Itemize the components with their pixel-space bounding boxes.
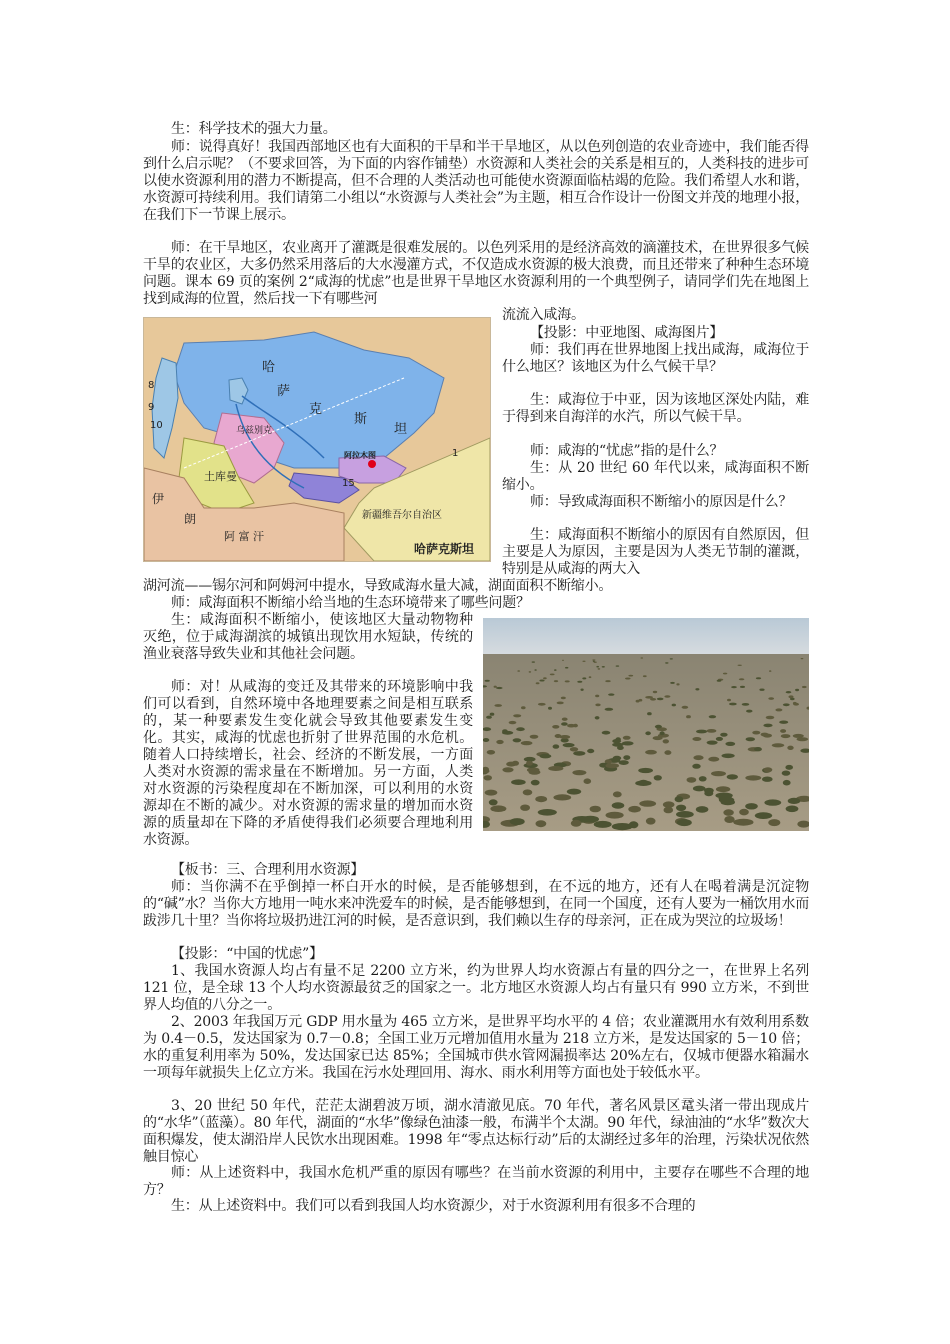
desert-shrub <box>739 678 745 680</box>
desert-shrub <box>548 766 563 771</box>
desert-shrub <box>602 666 605 668</box>
map-label-turkmenistan: 土库曼 <box>204 470 237 483</box>
desert-shrub <box>775 708 782 711</box>
desert-shrub <box>755 812 772 819</box>
desert-shrub <box>682 706 689 709</box>
desert-shrub <box>485 790 498 796</box>
desert-shrub <box>593 661 595 662</box>
desert-shrub <box>797 737 809 741</box>
desert-shrub <box>704 790 713 796</box>
desert-shrub <box>653 736 663 740</box>
paragraph-fact-1: 1、我国水资源人均占有量不足 2200 立方米，约为世界人均水资源占有量的四分之一，在世界上名列 121 位，是全球 13 个人均水资源最贫乏的国家之一。北方地区水资源人均占有量只有 990 立方米，不到世界人均值的八分之一。 <box>143 963 809 1013</box>
desert-shrub <box>676 811 694 818</box>
desert-shrub <box>629 821 639 828</box>
desert-shrub <box>793 703 799 706</box>
desert-shrub <box>639 800 656 806</box>
paragraph-fact-3: 3、20 世纪 50 年代，茫茫太湖碧波万顷，湖水清澈见底。70 年代，著名风景区鼋头渚一带出现成片的“水华”（蓝藻）。80 年代，湖面的“水华”像绿色油漆一般，布满半个太湖。90 年代，绿油油的“水华”数次大面积爆发，使太湖沿岸人民饮水出现困难。1998 年“零点达标行动”后的太湖经过多年的治理，污染状况依然触目惊心 <box>143 1098 809 1165</box>
desert-shrub <box>520 805 530 811</box>
desert-shrub <box>602 731 611 735</box>
central-asia-map <box>143 317 491 562</box>
desert-shrub <box>605 708 614 711</box>
desert-shrub <box>536 682 540 684</box>
desert-shrub <box>762 777 773 782</box>
desert-shrub <box>490 805 506 812</box>
desert-shrub <box>779 721 788 724</box>
desert-shrub <box>538 703 546 706</box>
desert-shrub <box>657 698 664 701</box>
desert-shrub <box>655 725 662 729</box>
desert-shrub <box>598 668 601 670</box>
desert-shrub <box>738 665 742 666</box>
desert-photo-svg <box>483 618 809 831</box>
desert-shrub <box>670 658 673 659</box>
desert-shrub <box>565 680 570 682</box>
desert-shrub <box>676 805 686 811</box>
desert-shrub <box>619 760 629 765</box>
desert-shrub <box>692 764 700 769</box>
desert-shrub <box>552 725 559 729</box>
desert-shrub <box>676 683 679 685</box>
desert-shrub <box>535 796 547 802</box>
paragraph-student-aral-location: 生：咸海位于中亚，因为该地区深处内陆，难于得到来自海洋的水汽，所以气候干旱。 <box>502 392 809 425</box>
desert-shrub <box>723 673 727 675</box>
desert-shrub <box>613 791 622 797</box>
map-label-uzbekistan: 乌兹别克 <box>236 426 273 436</box>
desert-shrub <box>606 812 624 819</box>
desert-shrub <box>653 691 657 693</box>
desert-shrub <box>647 712 652 715</box>
desert-shrub <box>502 767 513 772</box>
desert-shrub <box>567 789 581 795</box>
desert-shrub <box>768 819 780 826</box>
map-label-10: 10 <box>150 420 163 431</box>
desert-shrub <box>687 777 697 783</box>
desert-shrub <box>756 677 761 679</box>
desert-shrub <box>663 739 669 743</box>
desert-shrub <box>590 806 601 813</box>
desert-shrub <box>616 665 620 666</box>
desert-shrub <box>594 821 612 828</box>
paragraph-student-shrinking: 生：从 20 世纪 60 年代以来，咸海面积不断缩小。 <box>502 460 809 493</box>
desert-shrub <box>723 809 733 816</box>
desert-shrub <box>783 780 791 786</box>
desert-shrub <box>538 809 557 816</box>
desert-shrub <box>625 678 631 680</box>
paragraph-teacher-water-crisis: 师：对！从咸海的变迁及其带来的环境影响中我们可以看到，自然环境中各地理要素之间是相互联系的，某一种要素发生变化就会导致其他要素发生变化。其实，咸海的忧虑也折射了世界范围的水危机。随着人口持续增长，社会、经济的不断发展，一方面人类对水资源的需求量在不断增加。另一方面，人类对水资源的污染程度却在不断加深，可以利用的水资源却在不断的减少。对水资源的需求量的增加而水资源的质量却在下降的矛盾使得我们必须要合理地利用水资源。 <box>143 679 473 848</box>
desert-shrub <box>526 761 533 766</box>
desert-shrub <box>696 730 707 734</box>
map-label-si: 斯 <box>354 412 368 427</box>
desert-shrub <box>521 706 526 709</box>
desert-shrub <box>582 677 586 679</box>
paragraph-projection-china: 【投影：“中国的忧虑”】 <box>171 946 323 962</box>
desert-shrub <box>582 816 599 823</box>
desert-shrub <box>543 677 547 679</box>
desert-shrub <box>555 734 562 738</box>
desert-shrub <box>764 799 781 805</box>
desert-shrub <box>623 755 630 760</box>
desert-shrub <box>781 734 791 738</box>
paragraph-teacher-reflection: 师：当你满不在乎倒掉一杯白开水的时候，是否能够想到，在不远的地方，还有人在喝着满是沉淀物的“碱”水？当你大方地用一吨水来冲洗爱车的时候，是否能够想到，在同一个国度，还有人要为一桶饮用水而跋涉几十里？当你将垃圾扔进江河的时候，是否意识到，我们赖以生存的母亲河，正在成为哭泣的垃圾场！ <box>143 879 809 929</box>
desert-shrub <box>548 707 552 710</box>
paragraph-rivers-line: 流流入咸海。 <box>502 307 585 323</box>
map-label-15: 15 <box>342 478 355 489</box>
desert-shrub <box>561 722 568 726</box>
desert-shrub <box>628 806 641 813</box>
desert-shrub <box>645 750 657 755</box>
paragraph-board-heading: 【板书：三、合理利用水资源】 <box>171 862 365 878</box>
paragraph-teacher-israel: 师：说得真好！我国西部地区也有大面积的干旱和半干旱地区，从以色列创造的农业奇迹中，我们能否得到什么启示呢？（不要求回答，为下面的内容作铺垫）水资源和人类社会的关系是相互的，人类科技的进步可以使水资源利用的潜力不断提高，但不合理的人类活动也可能使水资源面临枯竭的危险。我们希望人水和谐，水资源可持续利用。我们请第二小组以“水资源与人类社会”为主题，相互合作设计一份图文并茂的地理小报，在我们下一节课上展示。 <box>143 139 809 223</box>
map-label-1: 1 <box>452 448 459 459</box>
desert-shrub <box>513 714 521 717</box>
desert-shrub <box>769 670 771 672</box>
desert-shrub <box>663 801 675 807</box>
desert-shrub <box>752 731 760 735</box>
desert-shrub <box>699 776 707 781</box>
desert-shrub <box>496 740 503 744</box>
desert-shrub <box>696 806 709 813</box>
desert-shrub <box>523 789 533 795</box>
desert-shrub <box>571 820 582 827</box>
desert-shrub <box>711 771 726 776</box>
desert-shrub <box>553 744 560 748</box>
desert-shrub <box>764 767 773 772</box>
desert-shrub <box>692 737 701 741</box>
desert-shrub <box>670 682 675 684</box>
desert-shrub <box>727 699 731 702</box>
desert-shrub <box>510 818 525 825</box>
desert-shrub <box>746 710 752 713</box>
desert-shrub <box>577 681 582 683</box>
paragraph-teacher-question: 师：从上述资料中，我国水危机严重的原因有哪些？在当前水资源的利用中，主要存在哪些不合理的地方？ <box>143 1165 809 1198</box>
desert-shrub <box>693 786 706 792</box>
desert-shrub <box>746 737 755 741</box>
desert-shrub <box>780 729 786 733</box>
desert-shrub <box>490 713 495 716</box>
desert-shrub <box>517 670 520 672</box>
desert-shrub <box>570 747 578 751</box>
desert-shrub <box>622 741 634 745</box>
desert-shrub <box>638 768 653 773</box>
desert-shrub <box>494 704 502 707</box>
map-label-sa: 萨 <box>277 384 291 399</box>
map-label-ke: 克 <box>309 402 323 417</box>
desert-shrub <box>783 703 790 706</box>
desert-shrub <box>693 755 703 760</box>
desert-shrub <box>531 780 540 786</box>
map-label-8: 8 <box>148 380 155 391</box>
paragraph-teacher-worry: 师：咸海的“忧虑”指的是什么？ <box>530 443 724 459</box>
desert-shrub <box>686 715 691 718</box>
map-caption-kazakhstan: 哈萨克斯坦 <box>414 542 475 556</box>
map-label-xinjiang: 新疆维吾尔自治区 <box>362 510 442 521</box>
desert-shrub <box>572 770 586 775</box>
desert-shrub <box>708 757 719 762</box>
desert-shrub <box>645 731 651 735</box>
desert-shrub <box>707 729 717 733</box>
desert-shrub <box>484 775 492 780</box>
paragraph-fact-2: 2、2003 年我国万元 GDP 用水量为 465 立方米，是世界平均水平的 4 倍；农业灌溉用水有效利用系数为 0.4－0.5，发达国家为 0.7－0.8；全国工业万元增加值用水量为 218 立方米，是发达国家的 5－10 倍；水的重复利用率为 50%，发达国家已达 85%；全国城市供水管网漏损率达 20%左右，仅城市便器水箱漏水一项每年就损失上亿立方米。我国在污水处理回用、海水、雨水利用等方面也处于较低水平。 <box>143 1014 809 1081</box>
desert-shrub <box>717 680 722 682</box>
map-label-lang: 朗 <box>184 512 197 526</box>
desert-shrub <box>789 695 794 698</box>
desert-shrub <box>763 724 772 728</box>
desert-shrub <box>589 676 592 678</box>
desert-shrub <box>489 799 498 805</box>
desert-shrub <box>573 751 585 756</box>
paragraph-student-cause: 生：咸海面积不断缩小的原因有自然原因，但主要是人为原因，主要是因为人类无节制的灌溉，特别是从咸海的两大入 <box>502 527 809 577</box>
desert-shrub <box>654 775 662 780</box>
desert-shrub <box>785 765 793 770</box>
desert-shrub <box>645 696 653 699</box>
desert-shrub <box>759 689 764 691</box>
paragraph-teacher-irrigation: 师：在干旱地区，农业离开了灌溉是很难发展的。以色列采用的是经济高效的滴灌技术，在世界很多气候干旱的农业区，大多仍然采用落后的大水漫灌方式，不仅造成水资源的极大浪费，而且还带来了种种生态环境问题。课本 69 页的案例 2“咸海的忧虑”也是世界干旱地区水资源利用的一个典型例子，请同学们先在地图上找到咸海的位置，然后找一下有哪些河 <box>143 240 809 307</box>
desert-shrub <box>695 688 699 690</box>
desert-shrub <box>612 802 625 808</box>
map-label-afghanistan: 阿 富 汗 <box>224 530 264 543</box>
desert-shrub <box>727 774 738 779</box>
desert-shrub <box>787 746 793 750</box>
map-label-yi: 伊 <box>152 492 165 506</box>
desert-shrub <box>513 738 522 742</box>
desert-shrub <box>795 689 799 691</box>
paragraph-teacher-cause: 师：导致咸海面积不断缩小的原因是什么？ <box>530 494 793 510</box>
desert-shrub <box>635 780 651 786</box>
desert-shrub <box>786 806 799 813</box>
desert-shrub <box>530 735 539 739</box>
desert-shrub <box>494 686 497 688</box>
desert-shrub <box>720 733 727 737</box>
desert-shrub <box>790 698 795 701</box>
desert-shrub <box>772 743 785 747</box>
desert-shrub <box>527 767 540 772</box>
desert-shrub <box>605 763 619 768</box>
paragraph-projection-map: 【投影：中亚地图、咸海图片】 <box>530 325 724 341</box>
aral-desert-photo <box>483 618 809 831</box>
desert-shrub <box>801 658 804 659</box>
desert-shrub <box>605 680 610 682</box>
desert-shrub <box>802 686 807 688</box>
photo-sky <box>483 618 809 658</box>
desert-shrub <box>516 727 525 731</box>
desert-shrub <box>512 761 519 766</box>
desert-shrub <box>628 675 633 677</box>
desert-shrub <box>486 716 492 719</box>
map-label-ha: 哈 <box>262 360 276 375</box>
desert-shrub <box>709 715 716 718</box>
desert-shrub <box>641 657 644 658</box>
paragraph-teacher-find-aral: 师：我们再在世界地图上找出咸海，咸海位于什么地区？该地区为什么气候干旱？ <box>502 342 809 375</box>
desert-shrub <box>768 697 774 700</box>
desert-shrub <box>766 716 775 719</box>
desert-shrub <box>511 779 526 785</box>
desert-shrub <box>788 798 801 804</box>
desert-shrub <box>521 741 533 745</box>
desert-shrub <box>502 729 508 733</box>
desert-shrub <box>745 803 758 809</box>
desert-shrub <box>740 686 745 688</box>
desert-shrub <box>665 662 668 663</box>
map-label-tan: 坦 <box>394 422 408 437</box>
desert-shrub <box>554 680 558 682</box>
map-label-9: 9 <box>148 402 155 413</box>
desert-shrub <box>623 736 631 740</box>
desert-shrub <box>745 775 761 780</box>
desert-shrub <box>643 675 647 677</box>
desert-shrub <box>639 699 643 702</box>
desert-shrub <box>485 680 490 682</box>
desert-shrub <box>754 747 762 751</box>
desert-shrub <box>562 660 564 661</box>
desert-shrub <box>707 741 718 745</box>
desert-shrub <box>725 742 735 746</box>
desert-shrub <box>677 819 692 826</box>
paragraph-student-answer-tech: 生：科学技术的强大力量。 <box>171 121 337 137</box>
desert-shrub <box>565 667 568 669</box>
desert-shrub <box>529 671 532 673</box>
desert-shrub <box>716 786 730 792</box>
desert-shrub <box>608 693 614 695</box>
desert-shrub <box>567 724 575 728</box>
desert-shrub <box>612 739 621 743</box>
desert-shrub <box>562 718 568 721</box>
desert-shrub <box>733 819 753 826</box>
desert-shrub <box>584 778 592 784</box>
desert-shrub <box>581 689 584 691</box>
desert-shrub <box>536 820 547 827</box>
desert-shrub <box>596 666 599 668</box>
desert-shrub <box>612 743 623 747</box>
desert-shrub <box>660 731 665 735</box>
desert-shrub <box>716 737 723 741</box>
desert-shrub <box>595 704 600 707</box>
desert-shrub <box>761 733 769 737</box>
desert-shrub <box>563 743 575 747</box>
desert-shrub <box>739 809 749 816</box>
map-label-almaty: 阿拉木图 <box>344 451 376 460</box>
desert-shrub <box>731 686 737 688</box>
almaty-capital-marker <box>368 460 376 468</box>
desert-shrub <box>742 703 750 706</box>
desert-shrub <box>487 750 495 755</box>
desert-shrub <box>672 704 676 707</box>
desert-shrub <box>664 750 671 755</box>
desert-shrub <box>534 669 536 671</box>
desert-shrub <box>582 661 585 662</box>
desert-shrub <box>722 754 735 759</box>
desert-shrub <box>553 794 571 800</box>
desert-shrub <box>592 659 595 660</box>
desert-shrub <box>646 818 656 825</box>
desert-shrub <box>561 697 566 700</box>
desert-shrub <box>724 816 734 823</box>
desert-shrub <box>729 703 737 706</box>
desert-shrub <box>550 674 555 676</box>
desert-shrub <box>540 754 552 759</box>
desert-shrub <box>664 695 670 698</box>
paragraph-student-cause-cont: 湖河流——锡尔河和阿姆河中提水，导致咸海水量大减，湖面面积不断缩小。 <box>143 578 613 594</box>
desert-shrub <box>587 749 594 753</box>
desert-shrub <box>715 793 732 799</box>
desert-shrub <box>557 702 564 705</box>
paragraph-teacher-problems: 师：咸海面积不断缩小给当地的生态环境带来了哪些问题？ <box>171 595 530 611</box>
desert-shrub <box>595 716 600 719</box>
desert-shrub <box>554 669 557 671</box>
desert-shrub <box>483 738 489 742</box>
desert-shrub <box>496 687 503 689</box>
desert-shrub <box>786 691 792 693</box>
paragraph-student-ecology: 生：咸海面积不断缩小，使该地区大量动物物种灭绝，位于咸海湖滨的城镇出现饮用水短缺，传统的渔业衰落导致失业和其他社会问题。 <box>143 612 473 662</box>
desert-shrub <box>539 680 544 682</box>
desert-shrub <box>782 771 791 776</box>
paragraph-student-final: 生：从上述资料中。我们可以看到我国人均水资源少，对于水资源利用有很多不合理的 <box>171 1198 696 1214</box>
desert-shrub <box>595 695 599 698</box>
desert-shrub <box>675 796 684 802</box>
desert-shrub <box>532 661 535 662</box>
desert-shrub <box>509 721 517 724</box>
